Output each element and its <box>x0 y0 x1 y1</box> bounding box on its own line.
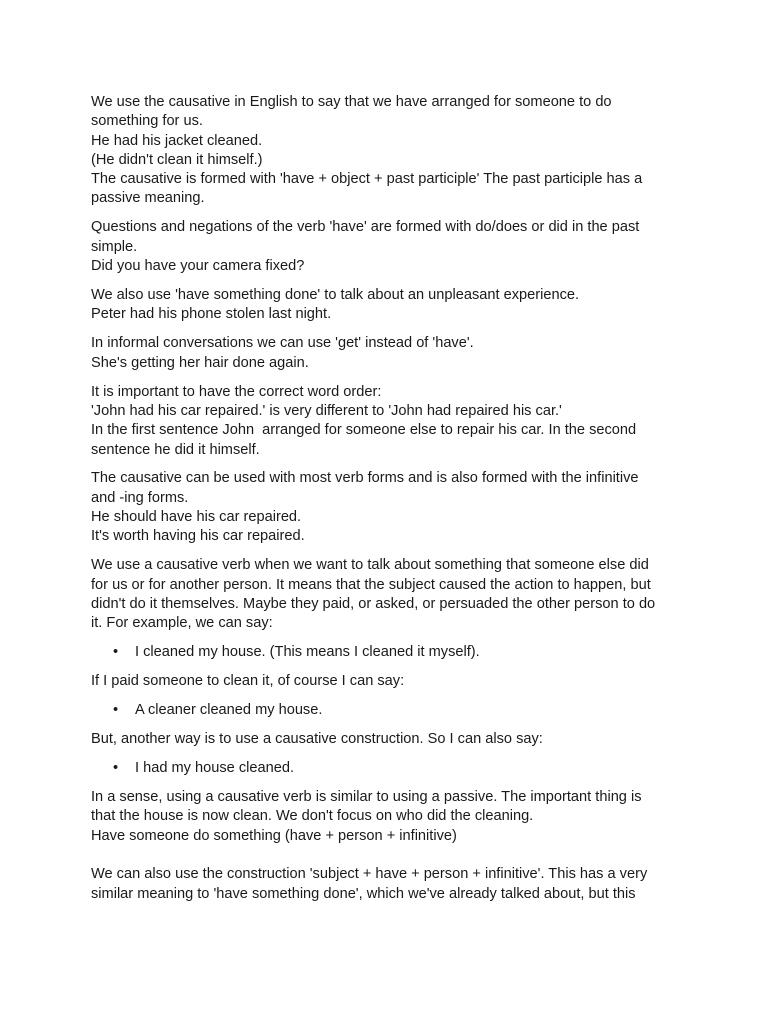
text-line: We use the causative in English to say that we have arranged for someone to do <box>91 94 612 110</box>
example-line: 'John had his car repaired.' is very different to 'John had repaired his car.' <box>91 402 562 419</box>
text-line: In the first sentence John arranged for someone else to repair his car. In the second <box>91 422 637 439</box>
text-line: In a sense, using a causative verb is similar to using a passive. The important thing is <box>91 789 642 806</box>
text-line: Questions and negations of the verb 'have' are formed with do/does or did in the past <box>91 219 640 236</box>
example-line: He had his jacket cleaned. <box>91 132 263 149</box>
paragraph-causative-verb-explanation <box>91 556 681 633</box>
paragraph-paid-someone <box>91 672 681 691</box>
text-line: that the house is now clean. We don't focus on who did the cleaning. <box>91 808 534 825</box>
example-line: Peter had his phone stolen last night. <box>91 306 332 323</box>
text-line: similar meaning to 'have something done', which we've already talked about, but this <box>91 885 636 902</box>
text-line: We can also use the construction 'subject + have + person + infinitive'. This has a very <box>91 866 648 883</box>
text-line: passive meaning. <box>91 190 205 207</box>
blank-line <box>91 846 681 865</box>
paragraph-questions-negations <box>91 218 681 276</box>
paragraph-word-order <box>91 383 681 460</box>
example-line: Did you have your camera fixed? <box>91 258 305 275</box>
paragraph-have-person-infinitive <box>91 865 681 904</box>
example-line: It's worth having his car repaired. <box>91 528 305 545</box>
section-heading: Have someone do something (have + person + infinitive) <box>91 827 457 844</box>
text-line: We also use 'have something done' to talk about an unpleasant experience. <box>91 287 580 304</box>
paragraph-informal-get <box>91 334 681 373</box>
text-line: But, another way is to use a causative construction. So I can also say: <box>91 731 543 748</box>
example-line: (He didn't clean it himself.) <box>91 151 263 168</box>
paragraph-causative-intro <box>91 93 681 209</box>
text-line: We use a causative verb when we want to talk about something that someone else did <box>91 557 649 574</box>
text-line: The causative can be used with most verb forms and is also formed with the infinitive <box>91 470 639 487</box>
text-line: didn't do it themselves. Maybe they paid, or asked, or persuaded the other person to do <box>91 595 656 612</box>
bullet-icon: • <box>113 644 119 661</box>
text-line: simple. <box>91 238 138 255</box>
text-line: The causative is formed with 'have + object + past participle' The past participle has a <box>91 171 643 188</box>
bullet-icon: • <box>113 702 119 719</box>
example-line: He should have his car repaired. <box>91 509 302 526</box>
text-line: something for us. <box>91 113 203 130</box>
bullet-text: A cleaner cleaned my house. <box>135 702 323 719</box>
bullet-text: I cleaned my house. (This means I cleaned it myself). <box>135 644 480 661</box>
bullet-item <box>91 701 681 720</box>
text-line: sentence he did it himself. <box>91 441 260 458</box>
bullet-item <box>91 759 681 778</box>
text-line: It is important to have the correct word order: <box>91 383 382 400</box>
text-line: and -ing forms. <box>91 489 189 506</box>
paragraph-causative-construction <box>91 730 681 749</box>
bullet-icon: • <box>113 760 119 777</box>
document-page <box>91 93 681 914</box>
text-line: If I paid someone to clean it, of course I can say: <box>91 673 405 690</box>
bullet-item <box>91 643 681 662</box>
bullet-text: I had my house cleaned. <box>135 760 295 777</box>
example-line: She's getting her hair done again. <box>91 354 309 371</box>
paragraph-verb-forms <box>91 469 681 546</box>
text-line: In informal conversations we can use 'get' instead of 'have'. <box>91 335 474 352</box>
text-line: for us or for another person. It means that the subject caused the action to happen, but <box>91 576 651 593</box>
paragraph-unpleasant-experience <box>91 286 681 325</box>
paragraph-passive-comparison <box>91 788 681 846</box>
text-line: it. For example, we can say: <box>91 615 273 632</box>
